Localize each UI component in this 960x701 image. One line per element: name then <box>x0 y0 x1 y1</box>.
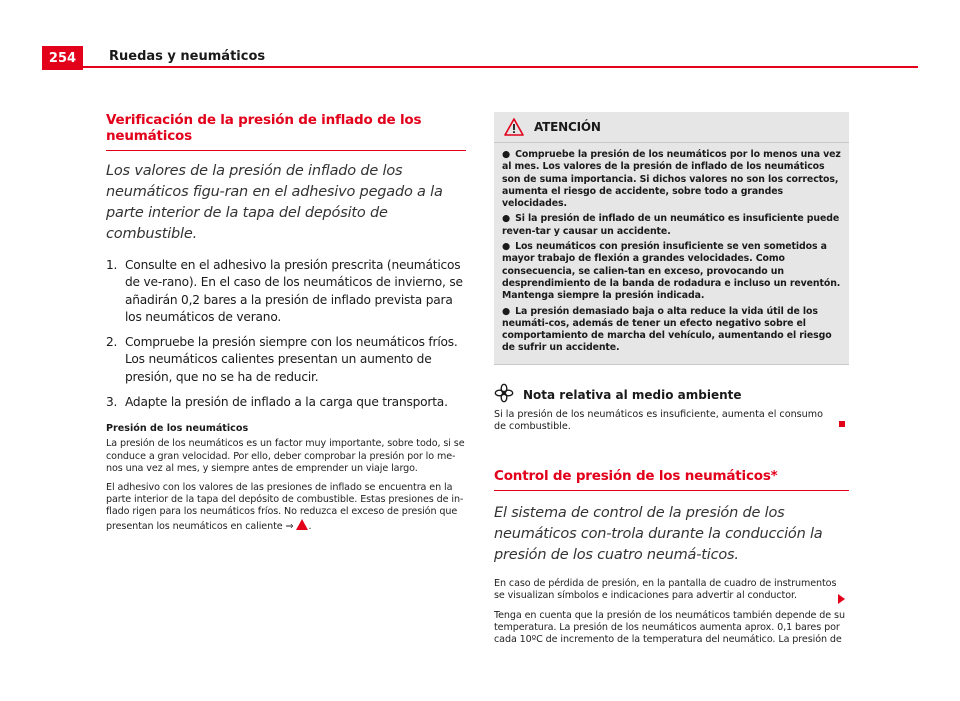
warning-item <box>502 241 841 302</box>
warning-item <box>502 306 841 355</box>
bullet: ● <box>502 149 511 160</box>
warning-header <box>494 112 849 143</box>
section-intro: El sistema de control de la presión de los neumáticos con-trola durante la conducción la presión de los cuatro neumá-ticos. <box>494 505 823 564</box>
paragraph: La presión de los neumáticos es un factor muy importante, sobre todo, si se conduce a gran velocidad. Por ello, deber comprobar la presión por lo me-nos una vez al mes, y siempre antes de emprender un viaje largo. <box>106 438 465 474</box>
right-column <box>494 112 849 653</box>
step-text: Consulte en el adhesivo la presión prescrita (neumáticos de ve-rano). En el caso de los neumáticos de invierno, se añadirán 0,2 bares a la presión de inflado prevista para los neumáticos de verano. <box>125 258 463 324</box>
warning-item-text: La presión demasiado baja o alta reduce la vida útil de los neumáti-cos, además de tener un efecto negativo sobre el comportamiento de marcha del vehículo, aumentando el riesgo de sufrir un accidente. <box>502 305 832 354</box>
step-text: Compruebe la presión siempre con los neumáticos fríos. Los neumáticos calientes presentan un aumento de presión, que no se ha de reducir. <box>125 335 458 384</box>
warning-box <box>494 112 849 365</box>
warning-item-text: Compruebe la presión de los neumáticos por lo menos una vez al mes. Los valores de la presión de inflado de los neumáticos son de suma importancia. Si dichos valores no son los correctos, aumenta el riesgo de accidente, sobre todo a grandes velocidades. <box>502 149 841 210</box>
environment-header <box>494 383 849 407</box>
step-item <box>106 394 466 411</box>
left-column <box>106 112 466 540</box>
warning-triangle-icon <box>504 118 524 136</box>
page-number: 254 <box>42 46 83 70</box>
step-number: 2. <box>106 335 118 350</box>
arrow-right-icon <box>838 594 845 604</box>
flower-icon <box>494 383 514 407</box>
steps-list <box>106 257 466 411</box>
paragraph: En caso de pérdida de presión, en la pantalla de cuadro de instrumentos se visualizan símbolos e indicaciones para advertir al conductor. <box>494 578 837 602</box>
warning-item-text: Si la presión de inflado de un neumático es insuficiente puede reven-tar y causar un accidente. <box>502 213 840 237</box>
step-item <box>106 334 466 386</box>
header-rule <box>83 66 918 68</box>
cross-reference-arrow[interactable]: ⇒ <box>285 520 294 532</box>
paragraph <box>106 482 466 533</box>
sub-heading: Presión de los neumáticos <box>106 423 249 435</box>
tpms-section <box>494 468 849 646</box>
step-number: 3. <box>106 395 118 410</box>
warning-body <box>494 143 849 364</box>
section-title: Verificación de la presión de inflado de los neumáticos <box>106 112 466 151</box>
environment-text: Si la presión de los neumáticos es insuficiente, aumenta el consumo de combustible. <box>494 408 823 432</box>
step-item <box>106 257 466 326</box>
warning-item <box>502 149 841 210</box>
chapter-title: Ruedas y neumáticos <box>109 49 266 64</box>
warning-item-text: Los neumáticos con presión insuficiente se ven sometidos a mayor trabajo de flexión a grandes velocidades. Como consecuencia, se calien-tan en exceso, provocando un desprendimiento de la banda de rodadura e incluso un reventón. Mantenga siempre la presión indicada. <box>502 241 841 302</box>
end-of-section-icon <box>839 421 845 427</box>
section-intro: Los valores de la presión de inflado de los neumáticos figu-ran en el adhesivo pegado a la parte interior de la tapa del depósito de combustible. <box>106 163 443 242</box>
paragraph-end: . <box>308 520 312 532</box>
warning-ref-icon[interactable] <box>296 519 308 530</box>
environment-title: Nota relativa al medio ambiente <box>523 387 742 402</box>
paragraph-text: El adhesivo con los valores de las presiones de inflado se encuentra en la parte interior de la tapa del depósito de combustible. Estas presiones de in-flado rigen para los neumáticos fríos. No reduzca el exceso de presión que presentan los neumáticos en caliente <box>106 481 464 532</box>
section-title: Control de presión de los neumáticos* <box>494 468 849 491</box>
warning-item <box>502 213 841 238</box>
paragraph: Tenga en cuenta que la presión de los neumáticos también depende de su temperatura. La presión de los neumáticos aumenta aprox. 0,1 bares por cada 10ºC de incremento de la temperatura del neumático. La presión de <box>494 609 845 645</box>
bullet: ● <box>502 305 511 317</box>
environment-note <box>494 383 849 433</box>
step-text: Adapte la presión de inflado a la carga que transporta. <box>125 395 448 410</box>
step-number: 1. <box>106 258 118 272</box>
warning-title: ATENCIÓN <box>534 120 601 134</box>
bullet: ● <box>502 213 511 225</box>
bullet: ● <box>502 241 511 253</box>
